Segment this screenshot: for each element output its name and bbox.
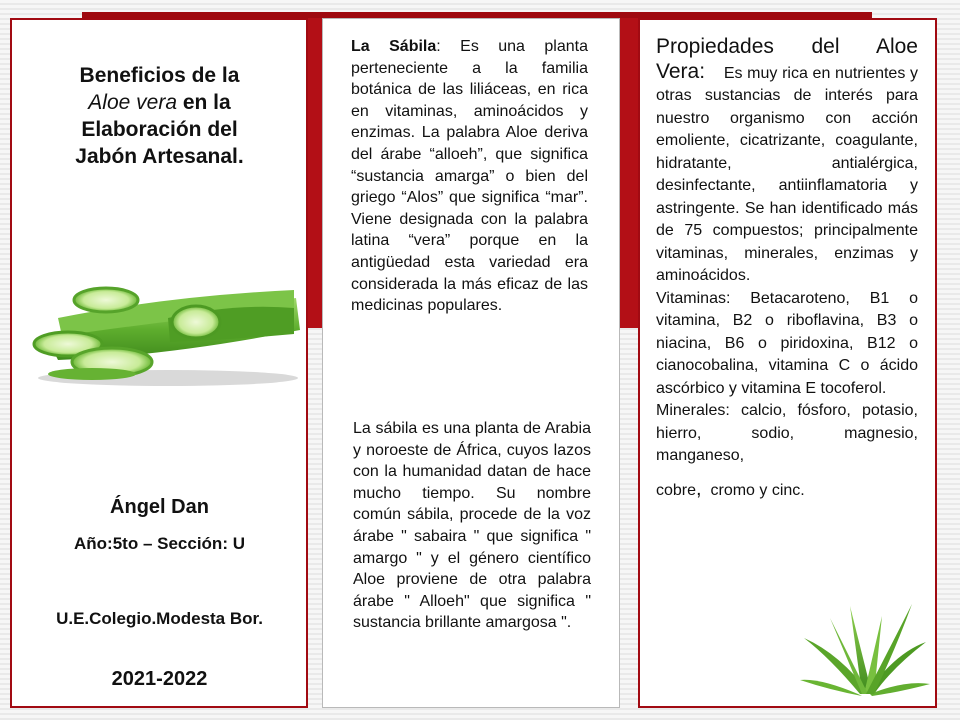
sabila-definition: : Es una planta perteneciente a la familia botánica de las liliáceas, en rica en vitaminas, aminoácidos y enzimas. La palabra Aloe deriva del árabe “alloeh”, que significa “sustancia amarga” o bien del griego “Alos” que significa “mar”. Viene designada con la palabra latina “vera” porque en la antigüedad esta variedad era considerada la más eficaz de las medicinas populares. — [351, 38, 588, 315]
title-italic: Aloe vera — [88, 91, 177, 114]
vitamins-text: Vitaminas: Betacaroteno, B1 o vitamina, B2 o riboflavina, B3 o niacina, B6 o piridoxina, B12 o cianocobalina, vitamina C o ácido ascórbico y vitamina E tocoferol. — [656, 289, 918, 397]
accent-band-right — [620, 18, 638, 328]
mineral-rest: cromo y cinc. — [710, 481, 805, 499]
minerals-last-line — [656, 478, 918, 503]
brochure-title — [22, 62, 297, 170]
mineral-cobre: cobre — [656, 481, 697, 499]
minerals-text: Minerales: calcio, fósforo, potasio, hierro, sodio, magnesio, manganeso, — [656, 402, 918, 464]
properties-heading-colon: : — [699, 59, 706, 83]
aloe-plant-icon — [800, 598, 930, 696]
properties-text: Es muy rica en nutrientes y otras sustancias de interés para nuestro organismo con acción emoliente, cicatrizante, coagulante, hidratante, antialérgica, desinfectante, antiinflamatoria y astringente. Se han identificado más de 75 compuestos; principalmente vitaminas, minerales, enzimas y aminoácidos. — [656, 64, 919, 284]
properties-heading-text: Propiedades del Aloe Vera — [656, 35, 918, 83]
school-period: 2021-2022 — [111, 668, 208, 690]
title-line-4: Jabón Artesanal. — [75, 145, 244, 168]
mineral-comma: , — [696, 477, 702, 500]
sabila-paragraph-1 — [351, 36, 588, 317]
sabila-origin-text: La sábila es una planta de Arabia y noroeste de África, cuyos lazos con la humanidad datan de hace mucho tiempo. Su nombre común sábila, procede de la voz árabe " sabaira " que significa " amargo " y el género científico Aloe proviene de otra palabra árabe " Alloeh" que significa " sustancia brillante amargosa ". — [353, 420, 591, 632]
properties-section — [656, 36, 918, 502]
year-section: Año:5to – Sección: U — [74, 534, 245, 553]
sabila-term: La Sábila — [351, 38, 437, 55]
aloe-leaves-icon — [18, 278, 300, 390]
title-line-3: Elaboración del — [81, 118, 238, 141]
author-name: Ángel Dan — [110, 496, 209, 518]
title-line-2 — [22, 89, 297, 116]
title-line-2-rest: en la — [177, 91, 231, 114]
school-name: U.E.Colegio.Modesta Bor. — [56, 609, 263, 628]
sabila-paragraph-2 — [353, 418, 591, 634]
title-line-1: Beneficios de la — [79, 64, 240, 87]
accent-band-left — [308, 18, 322, 328]
